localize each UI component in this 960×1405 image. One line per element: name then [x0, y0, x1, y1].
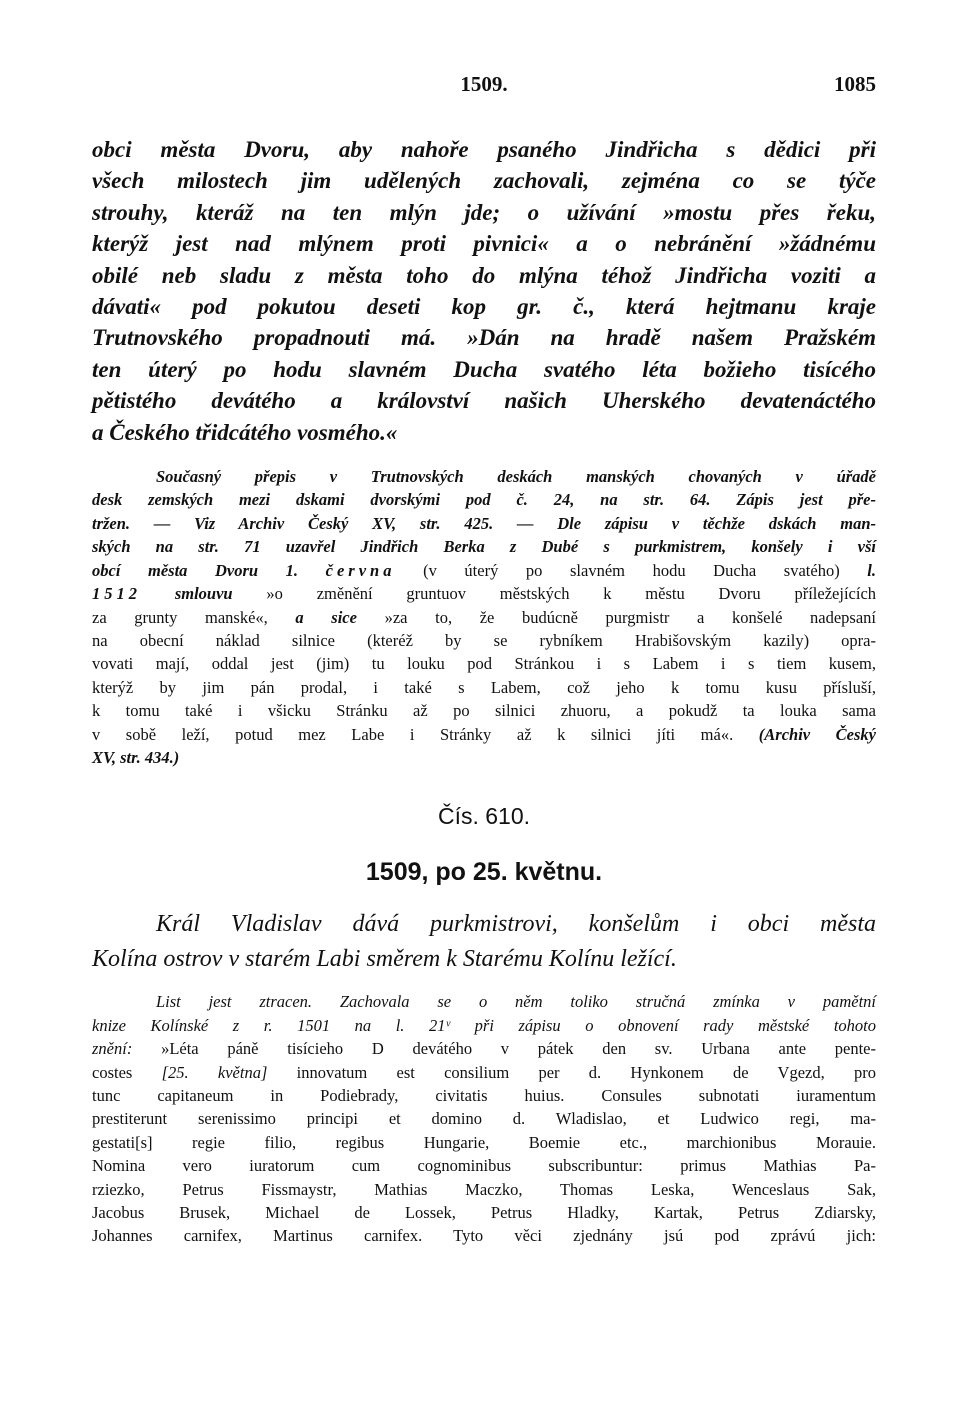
source-note-2 [92, 990, 876, 1247]
note-line [92, 606, 876, 629]
note-line [92, 582, 876, 605]
page-content [92, 134, 876, 1248]
main-text-line: a Českého třidcátého vosmého.« [92, 419, 398, 445]
note-fragment: »o změnění gruntuov městských k městu Dvoru příležejících [266, 584, 877, 604]
note-line [92, 559, 876, 582]
note-fragment: v sobě leží, potud mez Labe i Stránky až k silnici jíti má«. [92, 724, 734, 744]
note-line [92, 1061, 876, 1084]
note-line [92, 723, 876, 746]
source-note [92, 465, 876, 769]
note-line: rziezko, Petrus Fissmaystr, Mathias Maczko, Thomas Leska, Wenceslaus Sak, [92, 1179, 876, 1199]
note-line: gestati[s] regie filio, regibus Hungarie, Boemie etc., marchionibus Morauie. [92, 1132, 876, 1152]
note-fragment: »Léta páně tisícieho D devátého v pátek den sv. Urbana ante pente- [161, 1039, 876, 1059]
note-fragment: [25. května] [161, 1062, 268, 1082]
note-line: Nomina vero iuratorum cum cognominibus subscribuntur: primus Mathias Pa- [92, 1156, 876, 1176]
note-line: tunc capitaneum in Podiebrady, civitatis huius. Consules subnotati iuramentum [92, 1085, 876, 1105]
note-fragment: znění: [92, 1039, 133, 1059]
document-number: Čís. 610. [437, 803, 531, 830]
note-line: tržen. — Viz Archiv Český XV, str. 425. — Dle zápisu v těchže dskách man- [92, 513, 876, 533]
note-fragment: l. [867, 560, 877, 580]
main-text-line: pětistého devátého a království našich Uherského devatenáctého [92, 388, 876, 414]
note-fragment: »za to, že budúcně purgmistr a konšelé nadepsaní [384, 607, 877, 627]
main-text-line: obci města Dvoru, aby nahoře psaného Jindřicha s dědici při [92, 137, 876, 162]
note-line: desk zemských mezi dskami dvorskými pod č. 24, na str. 64. Zápis jest pře- [92, 490, 876, 510]
note-line: Jacobus Brusek, Michael de Lossek, Petrus Hladky, Kartak, Petrus Zdiarsky, [92, 1203, 876, 1222]
main-text-line: Trutnovského propadnouti má. »Dán na hradě našem Pražském [92, 325, 876, 351]
date-heading: 1509, po 25. květnu. [365, 858, 603, 887]
note-fragment: za grunty manské«, [92, 607, 268, 627]
page-header [92, 72, 876, 106]
note-line: ských na str. 71 uzavřel Jindřich Berka z Dubé s purkmistrem, konšely i vší [92, 537, 876, 557]
note-fragment: innovatum est consilium per d. Hynkonem de Vgezd, pro [296, 1062, 876, 1082]
note-line [92, 1037, 876, 1060]
main-text-line: dávati« pod pokutou deseti kop gr. č., která hejtmanu kraje [92, 294, 876, 320]
note-line: na obecní náklad silnice (kteréž by se rybníkem Hrabišovským kazily) opra- [92, 630, 876, 650]
note-line: k tomu také i všicku Stránku až po silnici zhuoru, a pokudž ta louka sama [92, 701, 876, 721]
note-line: Johannes carnifex, Martinus carnifex. Tyto věci zjednány jsú pod zprávú jich: [92, 1226, 876, 1246]
main-text-line: obilé neb sladu z města toho do mlýna téhož Jindřicha voziti a [92, 262, 876, 288]
page-number: 1085 [834, 72, 876, 96]
running-head-year: 1509. [460, 72, 508, 96]
document-summary [92, 907, 876, 977]
main-text-line: strouhy, kteráž na ten mlýn jde; o užívání »mostu přes řeku, [92, 199, 876, 225]
note-line: prestiterunt serenissimo principi et domino d. Wladislao, et Ludwico regi, ma- [92, 1109, 876, 1129]
main-text-line: všech milostech jim udělených zachovali, zejména co se týče [92, 168, 876, 194]
note-fragment: a sice [295, 607, 357, 627]
note-line: List jest ztracen. Zachovala se o něm toliko stručná zmínka v pamětní [156, 992, 876, 1012]
note-fragment: (Archiv Český [758, 724, 876, 744]
note-fragment: costes [92, 1062, 133, 1082]
main-text-line: kterýž jest nad mlýnem proti pivnici« a o nebránění »žádnému [92, 231, 876, 257]
summary-line: Král Vladislav dává purkmistrovi, konšelům i obci města [156, 911, 876, 938]
note-line: knize Kolínské z r. 1501 na l. 21ᵛ při zápisu o obnovení rady městské tohoto [92, 1015, 876, 1035]
note-line: XV, str. 434.) [92, 747, 180, 767]
note-line: kterýž by jim pán prodal, i také s Labem, což jeho k tomu kusu přísluší, [92, 677, 876, 697]
summary-line: Kolína ostrov v starém Labi směrem k Starému Kolínu ležící. [92, 946, 677, 973]
note-fragment: obcí města Dvoru 1. [92, 560, 299, 580]
main-text-line: ten úterý po hodu slavném Ducha svatého léta božieho tisícého [92, 356, 876, 382]
note-fragment: června [325, 560, 396, 580]
note-line: vovati mají, oddal jest (jim) tu louku pod Stránkou i s Labem i s tiem kusem, [92, 654, 876, 674]
note-fragment: 1512 [92, 584, 141, 604]
note-fragment: smlouvu [174, 584, 233, 604]
note-fragment: (v úterý po slavném hodu Ducha svatého) [423, 560, 840, 580]
note-line: Současný přepis v Trutnovských deskách manských chovaných v úřadě [156, 467, 876, 487]
main-text [92, 134, 876, 448]
